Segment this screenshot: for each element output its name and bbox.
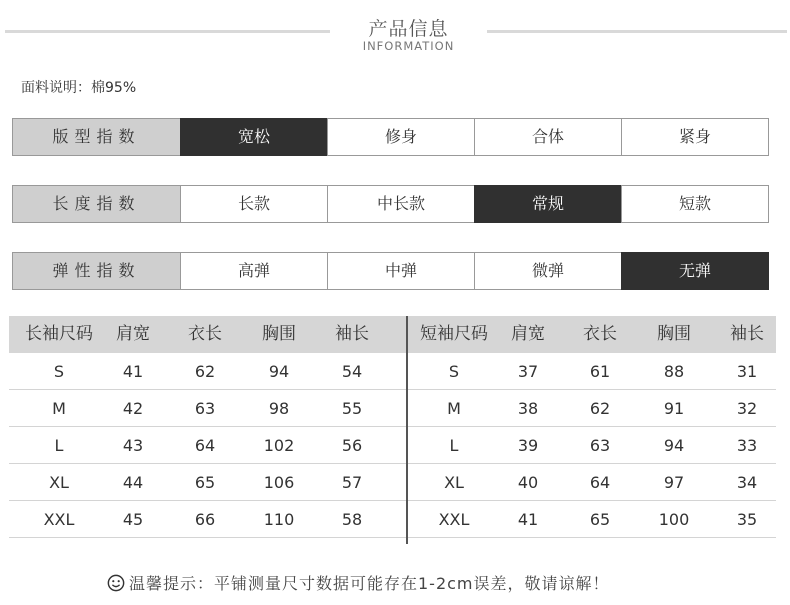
table-cell: 65 <box>194 473 216 492</box>
table-cell: 98 <box>268 399 290 418</box>
table-cell: 34 <box>736 473 758 492</box>
table-cell: 102 <box>263 436 295 455</box>
table-cell: 57 <box>341 473 363 492</box>
index-option: 修身 <box>327 118 475 156</box>
tip-text: 温馨提示：平铺测量尺寸数据可能存在1-2cm误差，敬请谅解！ <box>129 574 610 593</box>
index-option: 合体 <box>474 118 622 156</box>
index-label: 长度指数 <box>12 185 181 223</box>
table-cell: 62 <box>589 399 611 418</box>
table-cell: 38 <box>517 399 539 418</box>
table-cell: 41 <box>517 510 539 529</box>
header-divider-left <box>5 30 330 33</box>
table-row <box>9 353 776 390</box>
table-cell: 97 <box>663 473 685 492</box>
table-cell: 37 <box>517 362 539 381</box>
table-header-cell: 肩宽 <box>116 324 150 344</box>
table-cell: S <box>53 362 65 381</box>
table-cell: 66 <box>194 510 216 529</box>
index-option: 微弹 <box>474 252 622 290</box>
table-header-cell: 胸围 <box>657 324 691 344</box>
table-header-cell: 衣长 <box>583 324 617 344</box>
section-header <box>0 0 790 60</box>
index-option: 中长款 <box>327 185 475 223</box>
table-cell: M <box>447 399 461 418</box>
index-option: 宽松 <box>180 118 328 156</box>
table-header-cell: 长袖尺码 <box>25 324 93 344</box>
index-label: 版型指数 <box>12 118 181 156</box>
section-title: 产品信息 <box>368 18 449 40</box>
measurement-tip <box>107 571 610 594</box>
table-cell: 63 <box>194 399 216 418</box>
table-cell: L <box>54 436 64 455</box>
table-cell: 64 <box>194 436 216 455</box>
index-option: 高弹 <box>180 252 328 290</box>
index-option: 长款 <box>180 185 328 223</box>
table-cell: 62 <box>194 362 216 381</box>
table-cell: 56 <box>341 436 363 455</box>
index-row <box>12 252 772 290</box>
table-cell: 42 <box>122 399 144 418</box>
fabric-description: 面料说明：棉95% <box>21 80 137 96</box>
table-header-cell: 短袖尺码 <box>420 324 488 344</box>
table-cell: XXL <box>43 510 75 529</box>
table-cell: 41 <box>122 362 144 381</box>
section-subtitle: INFORMATION <box>362 39 455 53</box>
table-header-cell: 袖长 <box>730 324 764 344</box>
table-header-row <box>9 316 776 353</box>
index-option: 常规 <box>474 185 622 223</box>
table-cell: 58 <box>341 510 363 529</box>
table-cell: 100 <box>658 510 690 529</box>
table-cell: 32 <box>736 399 758 418</box>
index-option: 无弹 <box>621 252 769 290</box>
table-cell: 94 <box>663 436 685 455</box>
table-cell: 61 <box>589 362 611 381</box>
table-cell: 110 <box>263 510 295 529</box>
table-cell: M <box>52 399 66 418</box>
index-row <box>12 118 772 156</box>
table-cell: 43 <box>122 436 144 455</box>
index-row <box>12 185 772 223</box>
smile-icon <box>107 574 125 592</box>
table-row <box>9 427 776 464</box>
table-divider <box>406 316 408 544</box>
table-cell: 44 <box>122 473 144 492</box>
table-cell: 35 <box>736 510 758 529</box>
index-option: 中弹 <box>327 252 475 290</box>
table-row <box>9 501 776 538</box>
table-header-cell: 肩宽 <box>511 324 545 344</box>
table-row <box>9 464 776 501</box>
table-cell: 64 <box>589 473 611 492</box>
table-header-cell: 衣长 <box>188 324 222 344</box>
table-header-cell: 袖长 <box>335 324 369 344</box>
table-cell: 91 <box>663 399 685 418</box>
table-cell: 65 <box>589 510 611 529</box>
table-cell: XXL <box>438 510 470 529</box>
header-divider-right <box>487 30 787 33</box>
table-cell: 88 <box>663 362 685 381</box>
index-label: 弹性指数 <box>12 252 181 290</box>
table-cell: S <box>448 362 460 381</box>
table-cell: 39 <box>517 436 539 455</box>
table-header-cell: 胸围 <box>262 324 296 344</box>
table-cell: 106 <box>263 473 295 492</box>
table-cell: 31 <box>736 362 758 381</box>
table-cell: 55 <box>341 399 363 418</box>
size-table <box>9 316 776 538</box>
table-cell: 33 <box>736 436 758 455</box>
table-cell: XL <box>444 473 464 492</box>
table-row <box>9 390 776 427</box>
table-cell: L <box>449 436 459 455</box>
index-option: 短款 <box>621 185 769 223</box>
table-cell: 45 <box>122 510 144 529</box>
table-cell: 94 <box>268 362 290 381</box>
table-cell: XL <box>49 473 69 492</box>
table-cell: 54 <box>341 362 363 381</box>
table-cell: 40 <box>517 473 539 492</box>
index-option: 紧身 <box>621 118 769 156</box>
table-cell: 63 <box>589 436 611 455</box>
